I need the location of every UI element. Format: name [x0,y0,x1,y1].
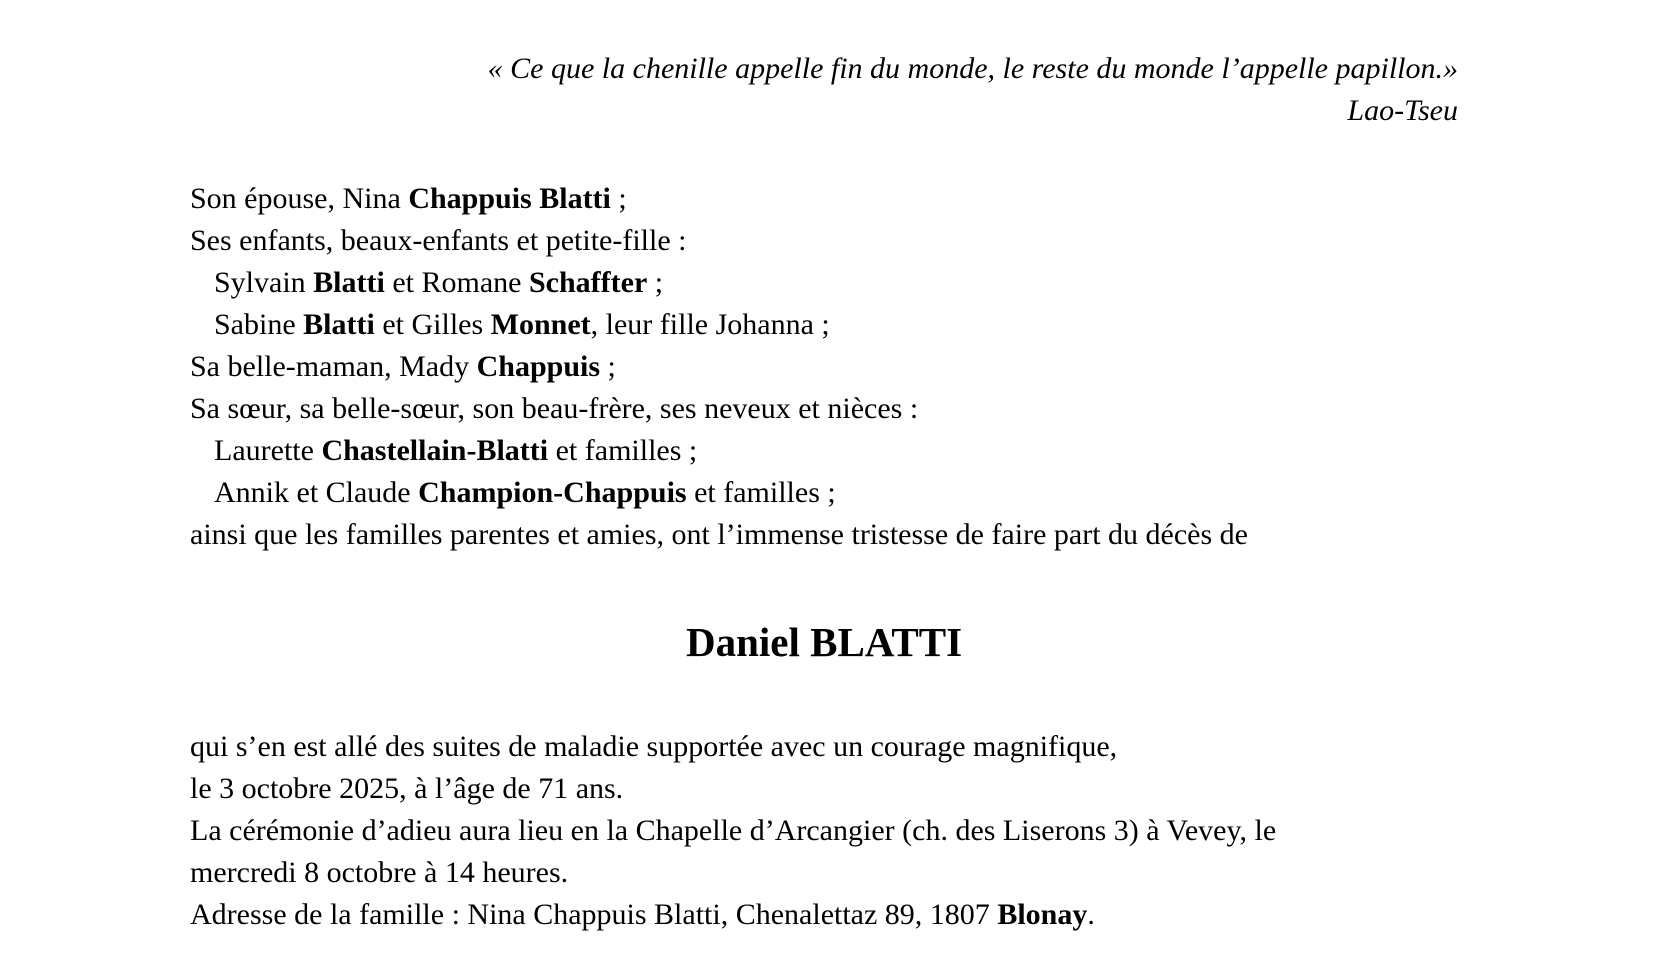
text-line [190,388,1458,430]
text-segment: Sa belle-maman, Mady [190,350,477,383]
quote-text: « Ce que la chenille appelle fin du monde, le reste du monde l’appelle papillon.» [487,52,1458,85]
text-segment: ainsi que les familles parentes et amies, ont l’immense tristesse de faire part du décès de [190,518,1248,551]
text-line [190,220,1458,262]
text-segment: et Gilles [374,308,491,341]
deceased-name: Daniel BLATTI [685,619,963,665]
text-segment: Laurette [214,434,322,467]
text-segment: La cérémonie d’adieu aura lieu en la Chapelle d’Arcangier (ch. des Liserons 3) à Vevey, le [190,814,1277,847]
text-segment: Ses enfants, beaux-enfants et petite-fille : [190,224,687,257]
emphasized-name: Monnet [490,308,591,341]
text-segment: ; [600,350,616,383]
text-line [190,852,1458,894]
text-segment: et Romane [384,266,529,299]
text-segment: ; [610,182,627,215]
text-segment: et familles ; [548,434,698,467]
text-segment: et familles ; [686,476,836,509]
emphasized-name: Schaffter [528,266,648,299]
text-segment: le 3 octobre 2025, à l’âge de 71 ans. [190,772,624,805]
emphasized-name: Blatti [303,308,375,341]
text-segment: Sa sœur, sa belle-sœur, son beau-frère, ses neveux et nièces : [190,392,919,425]
text-line [190,430,1458,472]
text-line [190,178,1458,220]
ceremony-details-list [190,726,1458,936]
text-segment: Sabine [214,308,304,341]
text-segment: qui s’en est allé des suites de maladie supportée avec un courage magnifique, [190,730,1118,763]
text-line [190,514,1458,556]
family-announcement-list [190,178,1458,556]
emphasized-name: Blatti [313,266,385,299]
text-segment: Adresse de la famille : Nina Chappuis Blatti, Chenalettaz 89, 1807 [190,898,998,931]
text-line [190,726,1458,768]
text-line [190,894,1458,936]
text-line [190,810,1458,852]
text-line [190,304,1458,346]
text-line [190,262,1458,304]
emphasized-name: Chappuis [476,350,601,383]
text-segment: Annik et Claude [214,476,419,509]
text-segment: mercredi 8 octobre à 14 heures. [190,856,569,889]
text-segment: , leur fille Johanna ; [590,308,830,341]
text-line [190,768,1458,810]
text-line [190,346,1458,388]
emphasized-name: Champion-Chappuis [418,476,687,509]
text-segment: ; [647,266,664,299]
text-segment: Sylvain [214,266,314,299]
emphasized-name: Chappuis Blatti [408,182,611,215]
emphasized-name: Blonay [997,898,1088,931]
quote-block [190,48,1458,132]
quote-attribution: Lao-Tseu [1347,94,1458,127]
text-segment: . [1087,898,1095,931]
text-line [190,472,1458,514]
text-segment: Son épouse, Nina [190,182,409,215]
emphasized-name: Chastellain-Blatti [321,434,549,467]
